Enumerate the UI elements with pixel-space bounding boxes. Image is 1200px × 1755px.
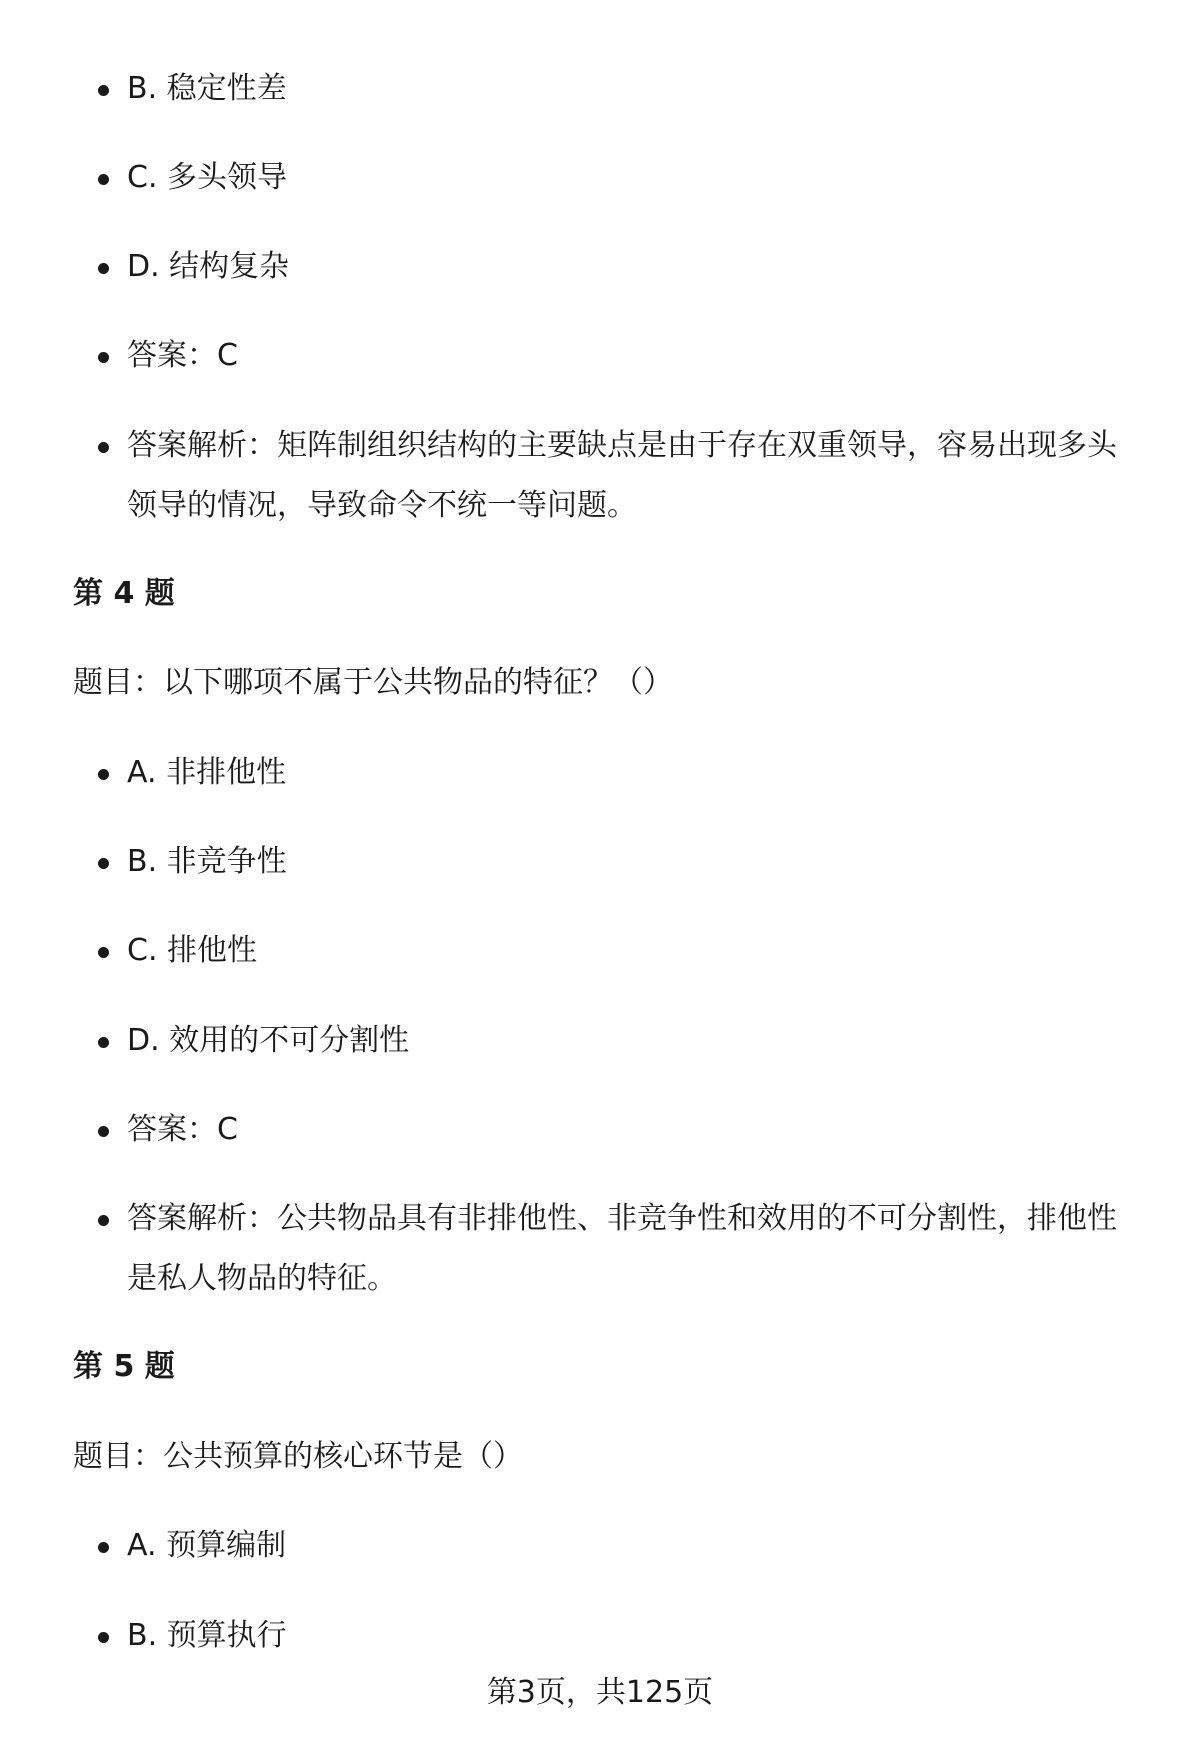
option-q5-b: B. 预算执行 bbox=[127, 1606, 1142, 1666]
page-number-footer: 第3页，共125页 bbox=[486, 1675, 714, 1710]
option-q3-d: D. 结构复杂 bbox=[127, 237, 1142, 297]
question-5-heading: 第 5 题 bbox=[73, 1349, 175, 1384]
answer-q4: 答案：C bbox=[127, 1100, 1142, 1160]
option-q4-b: B. 非竞争性 bbox=[127, 832, 1142, 892]
question-4-heading: 第 4 题 bbox=[73, 576, 175, 611]
option-q5-a: A. 预算编制 bbox=[127, 1516, 1142, 1576]
option-q4-a: A. 非排他性 bbox=[127, 743, 1142, 803]
question-5-stem: 题目：公共预算的核心环节是（） bbox=[73, 1439, 523, 1474]
question-4-stem: 题目：以下哪项不属于公共物品的特征？（） bbox=[73, 665, 673, 700]
answer-q3: 答案：C bbox=[127, 326, 1142, 386]
analysis-q3: 答案解析：矩阵制组织结构的主要缺点是由于存在双重领导，容易出现多头领导的情况，导致命令不统一等问题。 bbox=[127, 416, 1142, 536]
option-q3-b: B. 稳定性差 bbox=[127, 59, 1142, 119]
option-q4-c: C. 排他性 bbox=[127, 921, 1142, 981]
option-q4-d: D. 效用的不可分割性 bbox=[127, 1011, 1142, 1071]
analysis-q4: 答案解析：公共物品具有非排他性、非竞争性和效用的不可分割性，排他性是私人物品的特征。 bbox=[127, 1189, 1142, 1309]
option-q3-c: C. 多头领导 bbox=[127, 148, 1142, 208]
